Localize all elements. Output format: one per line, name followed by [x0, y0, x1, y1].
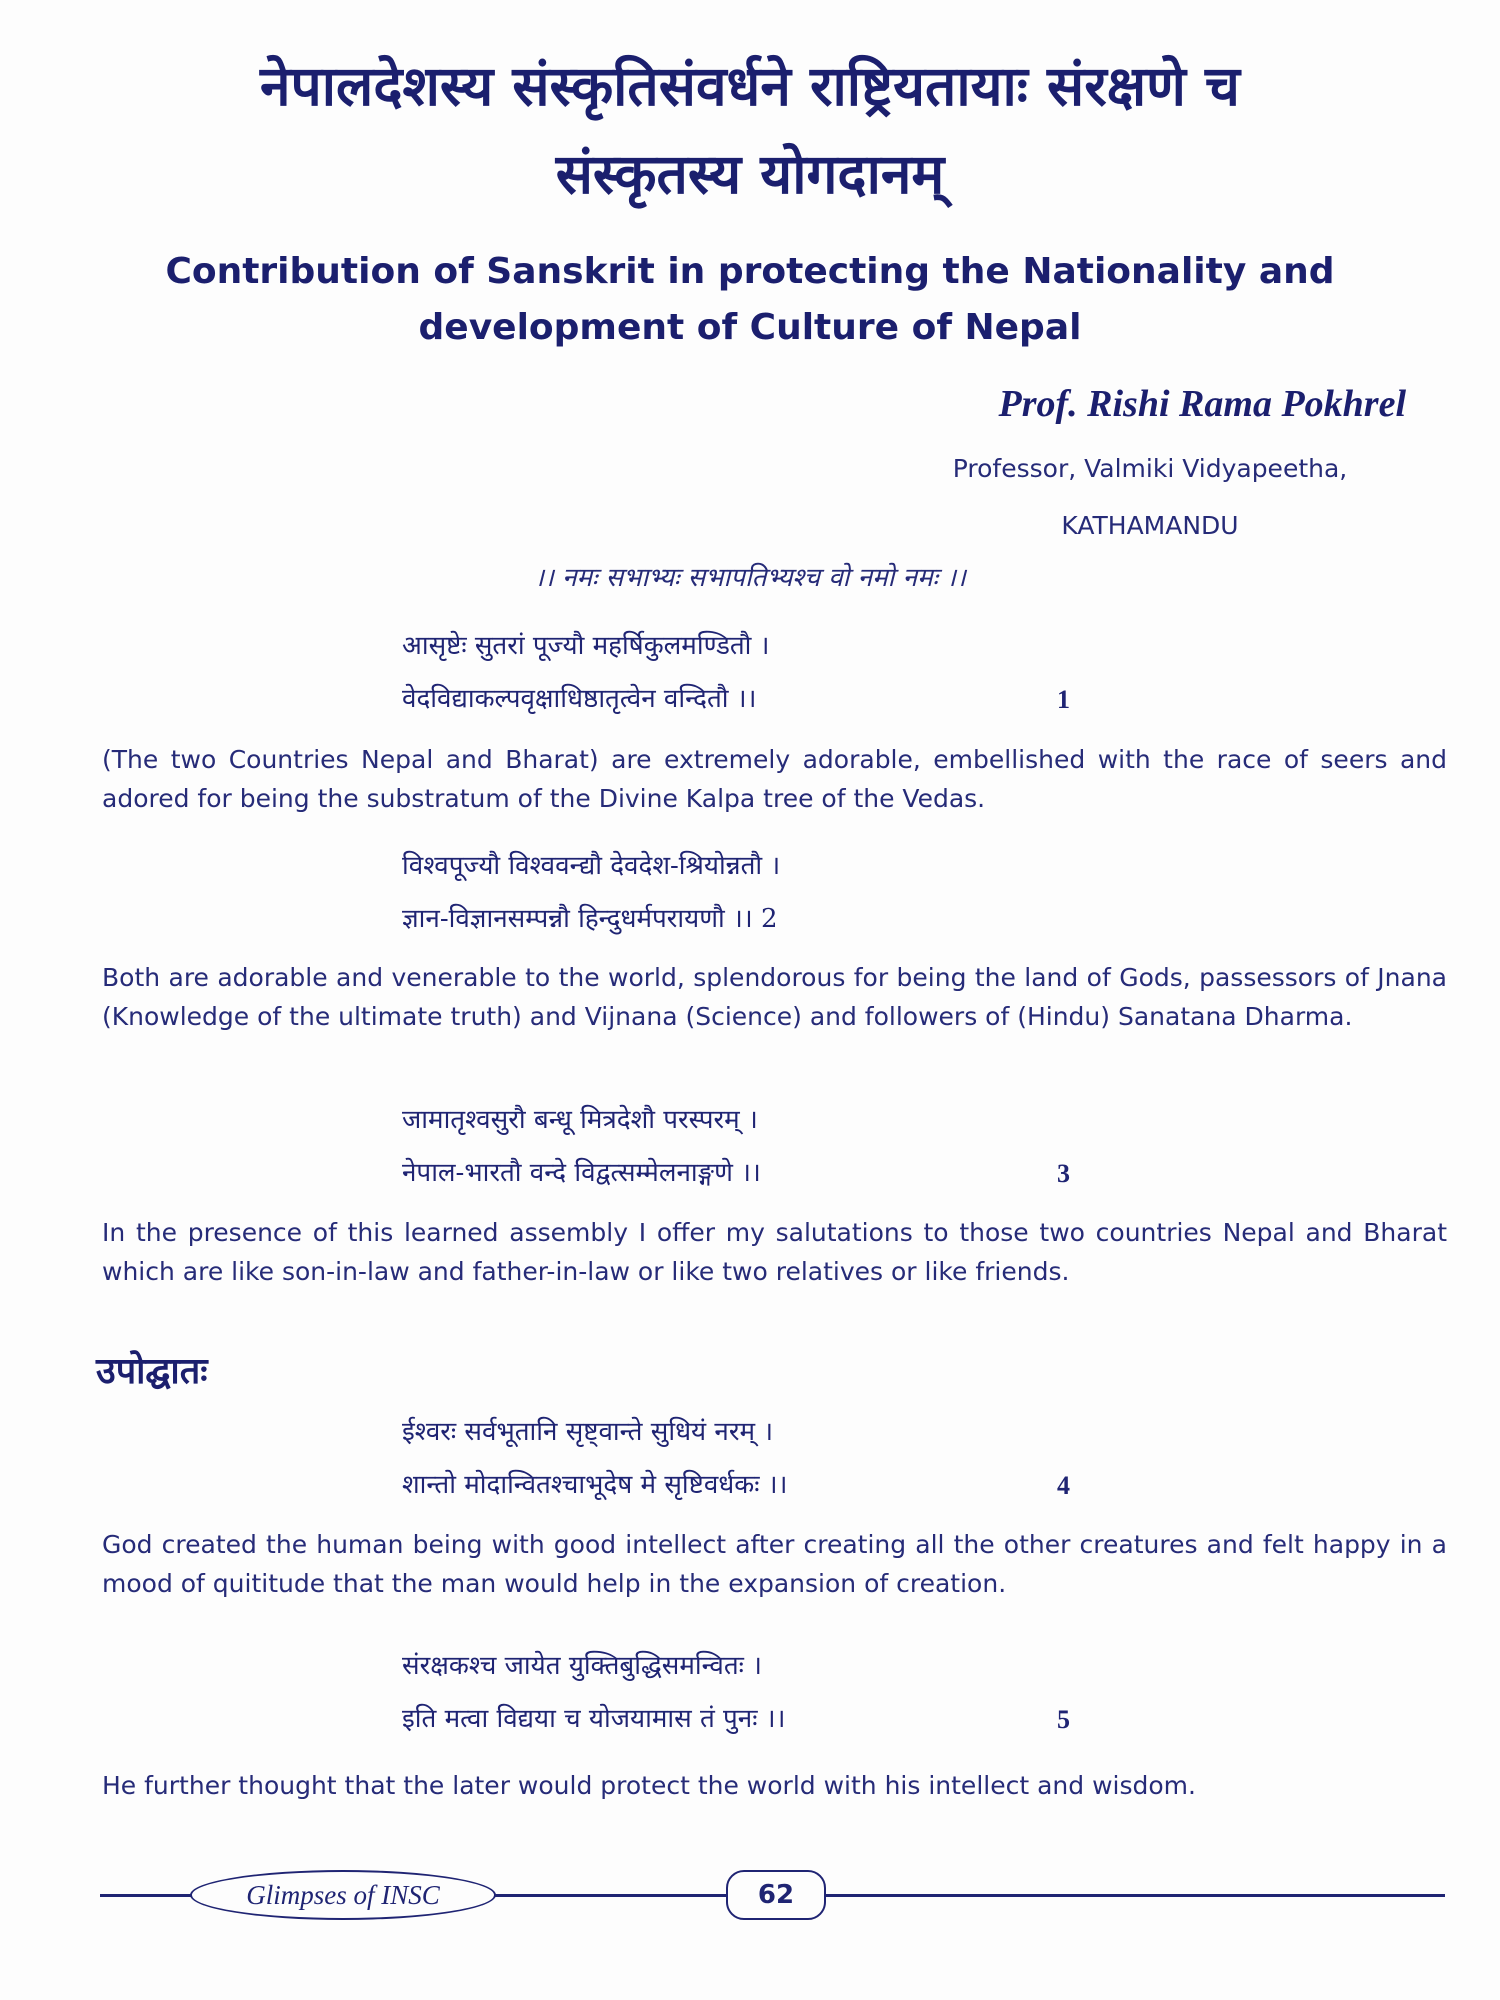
verse-5 [402, 1640, 1182, 1746]
english-title-line1: Contribution of Sanskrit in protecting the Nationality and [165, 251, 1335, 292]
section-heading: उपोद्घातः [96, 1350, 208, 1392]
verse-line: ज्ञान-विज्ञानसम्पन्नौ हिन्दुधर्मपरायणौ ।। 2 [402, 904, 778, 934]
author-city: KATHAMANDU [1061, 511, 1239, 540]
verse-line: विश्वपूज्यौ विश्ववन्द्यौ देवदेश-श्रियोन्नतौ । [402, 851, 781, 881]
sanskrit-title [60, 42, 1440, 218]
verse-3 [402, 1094, 1182, 1200]
page-number: 62 [726, 1870, 826, 1920]
verse-line: जामातृश्वसुरौ बन्धू मित्रदेशौ परस्परम् । [402, 1105, 758, 1135]
verse-line: नेपाल-भारतौ वन्दे विद्वत्सम्मेलनाङ्गणे ।। [402, 1158, 761, 1188]
author-name: Prof. Rishi Rama Pokhrel [998, 383, 1406, 425]
sanskrit-title-line1: नेपालदेशस्य संस्कृतिसंवर्धने राष्ट्रियतायाः संरक्षणे च [260, 53, 1240, 118]
english-title-line2: development of Culture of Nepal [418, 307, 1082, 348]
author-position: Professor, Valmiki Vidyapeetha, [952, 454, 1348, 483]
sanskrit-title-line2: संस्कृतस्य योगदानम् [555, 141, 945, 206]
verse-3-translation: In the presence of this learned assembly I offer my salutations to those two countries Nepal and Bharat which are like son-in-law and father-in-law or like two relatives or like friends. [102, 1218, 1447, 1286]
verse-line: ईश्वरः सर्वभूतानि सृष्ट्वान्ते सुधियं नरम् । [402, 1417, 774, 1447]
verse-4 [402, 1406, 1182, 1512]
verse-2 [402, 840, 1182, 946]
verse-line: वेदविद्याकल्पवृक्षाधिष्ठातृत्वेन वन्दितौ ।। [402, 684, 757, 714]
verse-line: आसृष्टेः सुतरां पूज्यौ महर्षिकुलमण्डितौ । [402, 631, 770, 661]
author-affiliation [880, 440, 1420, 554]
verse-2-translation: Both are adorable and venerable to the world, splendorous for being the land of Gods, passessors of Jnana (Knowledge of the ultimate truth) and Vijnana (Science) and followers of (Hindu) Sanatana Dharma. [102, 963, 1447, 1031]
verse-line: संरक्षकश्च जायेत युक्तिबुद्धिसमन्वितः । [402, 1651, 763, 1681]
verse-line: इति मत्वा विद्यया च योजयामास तं पुनः ।। [402, 1704, 786, 1734]
verse-number: 5 [1057, 1705, 1070, 1734]
verse-1 [402, 620, 1182, 726]
verse-number: 1 [1057, 685, 1070, 714]
verse-5-translation: He further thought that the later would protect the world with his intellect and wisdom. [102, 1771, 1196, 1800]
verse-number: 4 [1057, 1471, 1070, 1500]
verse-1-translation: (The two Countries Nepal and Bharat) are extremely adorable, embellished with the race of seers and adored for being the substratum of the Divine Kalpa tree of the Vedas. [102, 745, 1447, 813]
verse-4-translation: God created the human being with good intellect after creating all the other creatures and felt happy in a mood of quititude that the man would help in the expansion of creation. [102, 1530, 1447, 1598]
invocation: ।। नमः सभाभ्यः सभापतिभ्यश्च वो नमो नमः ।। [534, 563, 966, 593]
footer-publication: Glimpses of INSC [190, 1870, 496, 1920]
english-title [100, 244, 1400, 356]
verse-line: शान्तो मोदान्वितश्चाभूदेष मे सृष्टिवर्धकः ।। [402, 1470, 788, 1500]
verse-number: 3 [1057, 1159, 1070, 1188]
